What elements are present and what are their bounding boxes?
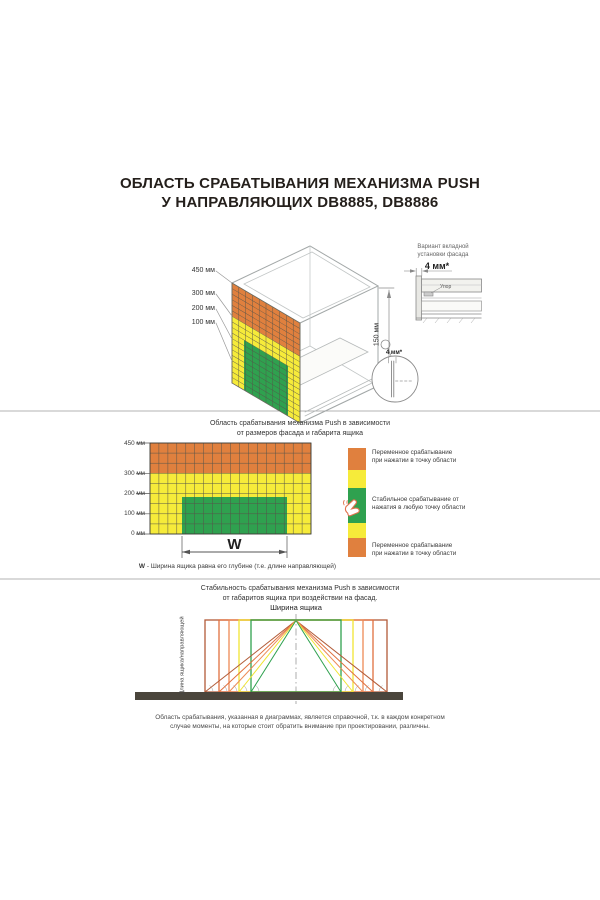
y-tick-0: 0 мм <box>131 530 145 538</box>
legend-item-variable-bottom <box>372 542 497 559</box>
y-axis-ticks <box>136 443 150 534</box>
size-leader-lines <box>216 271 232 361</box>
facade-bar <box>135 692 403 700</box>
inset-stop-label: Упор <box>440 283 452 290</box>
area-chart-heading-line2: от размеров фасада и габарита ящика <box>236 429 364 437</box>
size-label-100: 100 мм <box>191 319 215 326</box>
y-tick-300: 300 мм <box>124 469 145 477</box>
drawer-width-label: Ширина ящика <box>270 602 322 612</box>
width-caption-symbol: W <box>138 563 146 570</box>
legend-text: нажатия в любую точку области <box>372 503 466 511</box>
y-tick-100: 100 мм <box>124 510 145 518</box>
width-symbol: W <box>227 536 242 553</box>
stability-fan-diagram <box>135 614 403 704</box>
stability-heading-line2: от габаритов ящика при воздействии на фасад. <box>222 594 378 602</box>
area-chart-heading-line1: Область срабатывания механизма Push в зависимости <box>209 420 391 427</box>
footnote-line2: случае моменты, на которые стоит обратить внимание при проектировании, различны. <box>170 723 430 730</box>
stability-heading-line1: Стабильность срабатывания механизма Push в зависимости <box>200 585 400 592</box>
drawer-length-label: Длина ящика/направляющей <box>179 615 186 695</box>
size-label-300: 300 мм <box>191 290 215 297</box>
legend-text: Стабильное срабатывание от <box>372 495 459 503</box>
inset-caption-line1: Вариант вкладной <box>417 244 469 250</box>
y-tick-200: 200 мм <box>124 490 145 497</box>
width-caption-text: - Ширина ящика равна его глубине (т.е. длине направляющей) <box>145 563 337 570</box>
legend-text: при нажатии в точку области <box>372 549 457 557</box>
page-title-line1: ОБЛАСТЬ СРАБАТЫВАНИЯ МЕХАНИЗМА PUSH <box>119 175 481 192</box>
iso-cabinet-drawing <box>216 246 418 423</box>
page-title-line2: У НАПРАВЛЯЮЩИХ DB8885, DB8886 <box>161 194 439 211</box>
legend-text: Переменное срабатывание <box>372 541 453 549</box>
size-label-450: 450 мм <box>191 267 215 274</box>
detail-callout-circle <box>372 356 418 402</box>
legend-text: при нажатии в точку области <box>372 456 457 464</box>
inset-gap-label: 4 мм* <box>424 261 450 271</box>
inset-caption-line2: установки фасада <box>417 252 469 258</box>
legend-item-stable <box>372 496 497 513</box>
legend-item-variable-top <box>372 449 497 466</box>
legend-text: Переменное срабатывание <box>372 448 453 456</box>
size-label-200: 200 мм <box>191 305 215 312</box>
footnote-line1: Область срабатывания, указанная в диаграммах, является справочной, т.к. в каждом конкретном <box>155 714 445 721</box>
inset-cross-section <box>404 268 482 323</box>
height-dimension-label: 150 мм <box>373 322 381 347</box>
y-tick-450: 450 мм <box>124 439 145 447</box>
width-caption <box>60 563 415 570</box>
detail-gap-label: 4 мм* <box>385 350 403 356</box>
